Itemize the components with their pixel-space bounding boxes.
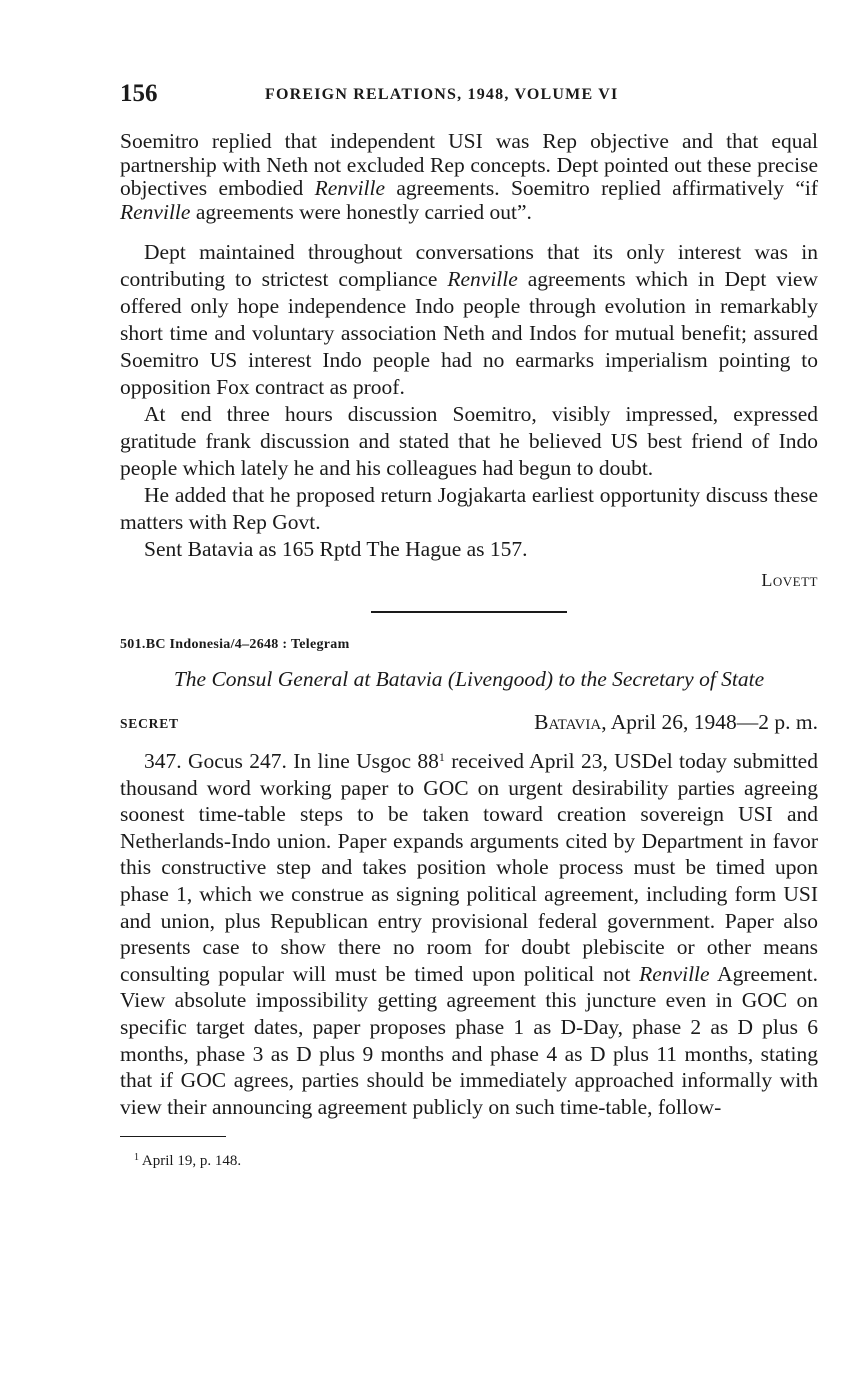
paragraph-soemitro-reply: Soemitro replied that independent USI was Rep objective and that equal partnership with Neth not excluded Rep concepts. Dept pointed out these precise objectives embodied Renville agreements. Soemitro replied affirmatively “if Renville agreements were honestly carried out”.	[120, 129, 818, 224]
document-page	[120, 78, 818, 1170]
footnote-divider	[120, 1136, 226, 1137]
paragraph-dept-interest: Dept maintained throughout conversations that its only interest was in contributing to strictest compliance Renville agreements which in Dept view offered only hope independence Indo people through evolution in remarkably short time and voluntary association Neth and Indos for mutual benefit; assured Soemitro US interest Indo people had no earmarks imperialism pointing to opposition Fox contract as proof.	[120, 240, 818, 399]
file-reference: 501.BC Indonesia/4–2648 : Telegram	[120, 637, 350, 652]
running-title: FOREIGN RELATIONS, 1948, VOLUME VI	[265, 86, 619, 103]
dateline: Batavia, April 26, 1948—2 p. m.	[534, 710, 818, 734]
running-head	[120, 78, 818, 114]
footnote: $^1$ April 19, p. 148.	[134, 1152, 242, 1170]
section-divider	[371, 611, 567, 613]
paragraph-sent-note: Sent Batavia as 165 Rptd The Hague as 157.	[144, 537, 528, 561]
footnote-reference: 1	[438, 750, 445, 764]
telegram-body: 347. Gocus 247. In line Usgoc $88^1$ received April 23, USDel today submitted thousand word working paper to GOC on urgent desirability parties agreeing soonest time-table steps to be taken toward creation sovereign USI and Netherlands-Indo union. Paper expands arguments cited by Department in favor this constructive step and takes position whole process must be timed upon phase 1, which we construe as signing political agreement, including form USI and union, plus Republican entry provisional federal government. Paper also presents case to show there no room for doubt plebiscite or other means consulting popular will must be timed upon political not Renville Agreement. View absolute impossibility getting agreement this juncture even in GOC on specific target dates, paper proposes phase 1 as D-Day, phase 2 as D plus 6 months, phase 3 as D plus 9 months and phase 4 as D plus 11 months, stating that if GOC agrees, parties should be immediately approached informally with view their announcing agreement publicly on such time-table, follow-	[120, 749, 818, 1119]
signature: Lovett	[761, 570, 818, 590]
paragraph-return-jogjakarta: He added that he proposed return Jogjakarta earliest opportunity discuss these matters with Rep Govt.	[120, 483, 818, 534]
paragraph-discussion-end: At end three hours discussion Soemitro, visibly impressed, expressed gratitude frank discussion and stated that he believed US best friend of Indo people which lately he and his colleagues had begun to doubt.	[120, 402, 818, 480]
page-number: 156	[120, 80, 158, 107]
document-heading: The Consul General at Batavia (Livengood) to the Secretary of State	[173, 667, 765, 691]
classification-line	[120, 710, 818, 740]
classification-label: SECRET	[120, 716, 179, 731]
